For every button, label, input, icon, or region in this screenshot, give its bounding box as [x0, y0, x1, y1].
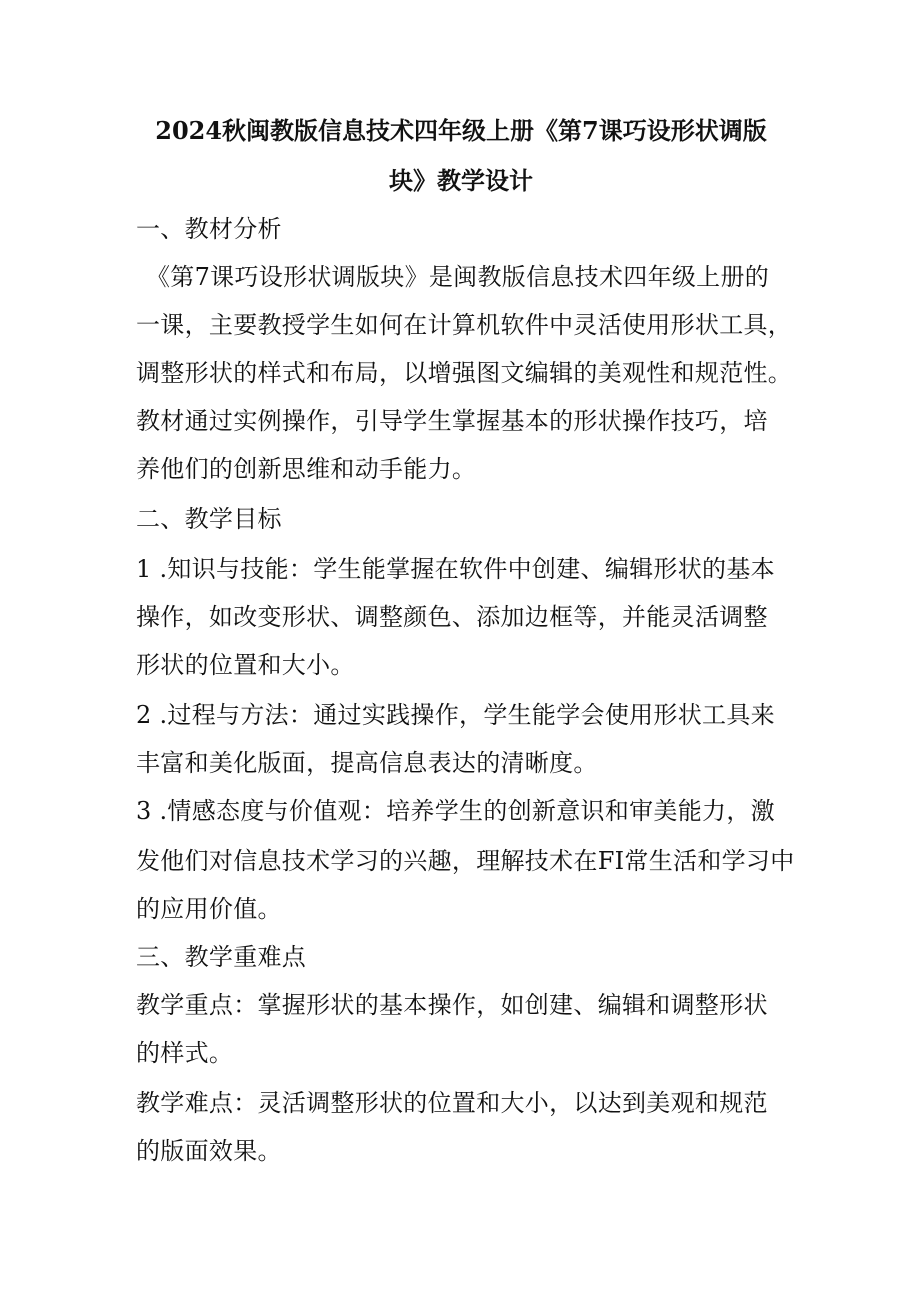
- section-heading-key-difficult-points: 三、教学重难点: [136, 943, 307, 971]
- goal-item-2-line: 丰富和美化版面，提高信息表达的清晰度。: [136, 749, 598, 777]
- difficulty-line: 的版面效果。: [136, 1137, 282, 1165]
- goal-item-1-line: 操作，如改变形状、调整颜色、添加边框等，并能灵活调整: [136, 603, 768, 631]
- paragraph-line: 养他们的创新思维和动手能力。: [136, 455, 477, 483]
- goal-item-3-line: 发他们对信息技术学习的兴趣，理解技术在FI常生活和学习中: [136, 847, 795, 875]
- goal-item-3-line: 的应用价值。: [136, 895, 282, 923]
- paragraph-line: 调整形状的样式和布局，以增强图文编辑的美观性和规范性。: [136, 359, 793, 387]
- paragraph-line: 一课，主要教授学生如何在计算机软件中灵活使用形状工具，: [136, 311, 793, 339]
- section-heading-teaching-goals: 二、教学目标: [136, 505, 282, 533]
- goal-item-1-line: 形状的位置和大小。: [136, 651, 355, 679]
- difficulty-line: 教学难点：灵活调整形状的位置和大小，以达到美观和规范: [136, 1089, 768, 1117]
- document-title-line-1: 2024秋闽教版信息技术四年级上册《第7课巧设形状调版: [155, 116, 767, 145]
- section-heading-material-analysis: 一、教材分析: [136, 215, 282, 243]
- key-point-line: 的样式。: [136, 1039, 234, 1067]
- document-title-line-2: 块》教学设计: [389, 166, 533, 195]
- paragraph-line: 《第7课巧设形状调版块》是闽教版信息技术四年级上册的: [146, 263, 770, 291]
- goal-item-2-line: 2 .过程与方法：通过实践操作，学生能学会使用形状工具来: [136, 701, 775, 729]
- goal-item-1-line: 1 .知识与技能：学生能掌握在软件中创建、编辑形状的基本: [136, 555, 775, 583]
- paragraph-line: 教材通过实例操作，引导学生掌握基本的形状操作技巧，培: [136, 407, 768, 435]
- goal-item-3-line: 3 .情感态度与价值观：培养学生的创新意识和审美能力，激: [136, 797, 775, 825]
- key-point-line: 教学重点：掌握形状的基本操作，如创建、编辑和调整形状: [136, 991, 768, 1019]
